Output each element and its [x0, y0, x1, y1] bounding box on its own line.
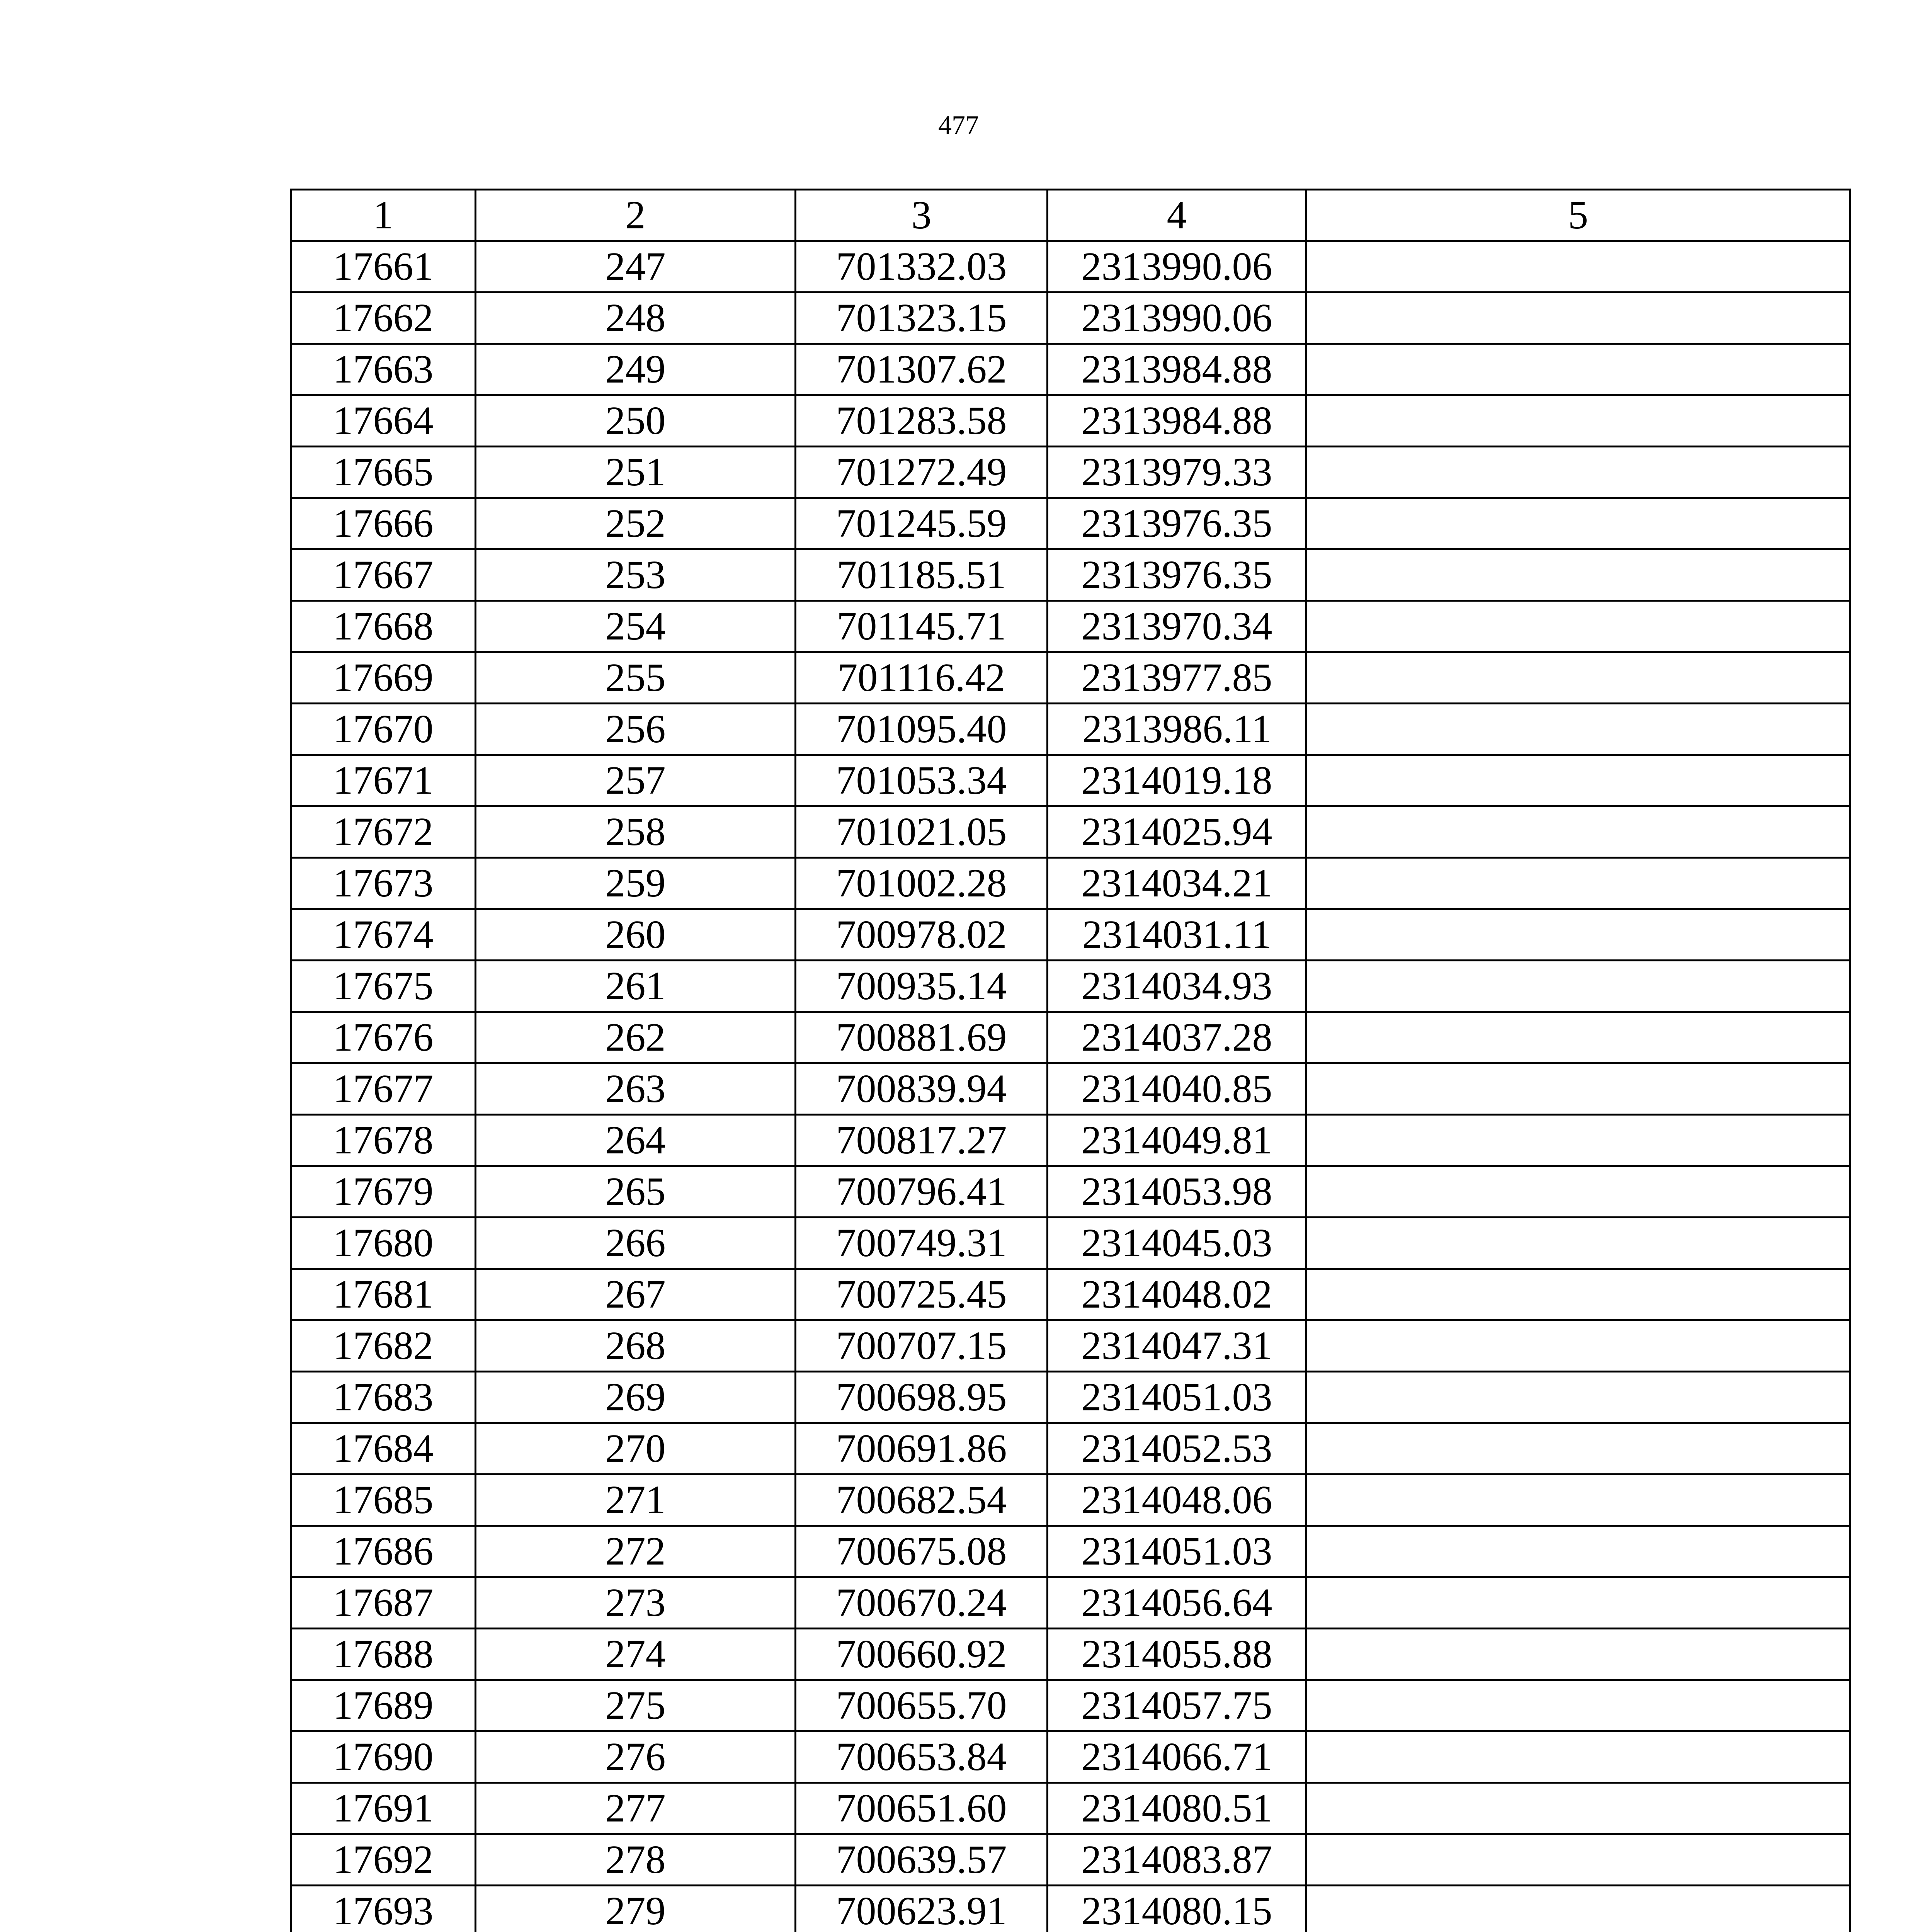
note-cell [1306, 652, 1850, 704]
point-number-cell: 17688 [291, 1629, 476, 1680]
x-coordinate-cell: 700881.69 [796, 1012, 1048, 1063]
point-number-cell: 17663 [291, 344, 476, 395]
vertex-number-cell: 268 [476, 1320, 796, 1372]
x-coordinate-cell: 700725.45 [796, 1269, 1048, 1320]
note-cell [1306, 1218, 1850, 1269]
table-row [291, 1731, 1850, 1783]
vertex-number-cell: 264 [476, 1115, 796, 1166]
note-cell [1306, 704, 1850, 755]
table-row [291, 1166, 1850, 1218]
y-coordinate-cell: 2314040.85 [1048, 1063, 1306, 1115]
x-coordinate-cell: 700707.15 [796, 1320, 1048, 1372]
note-cell [1306, 1320, 1850, 1372]
note-cell [1306, 601, 1850, 652]
y-coordinate-cell: 2313970.34 [1048, 601, 1306, 652]
y-coordinate-cell: 2313976.35 [1048, 498, 1306, 549]
x-coordinate-cell: 701307.62 [796, 344, 1048, 395]
y-coordinate-cell: 2314055.88 [1048, 1629, 1306, 1680]
x-coordinate-cell: 701021.05 [796, 806, 1048, 858]
vertex-number-cell: 274 [476, 1629, 796, 1680]
y-coordinate-cell: 2313986.11 [1048, 704, 1306, 755]
y-coordinate-cell: 2314080.15 [1048, 1886, 1306, 1932]
point-number-cell: 17691 [291, 1783, 476, 1834]
point-number-cell: 17676 [291, 1012, 476, 1063]
note-cell [1306, 1629, 1850, 1680]
y-coordinate-cell: 2314066.71 [1048, 1731, 1306, 1783]
x-coordinate-cell: 700653.84 [796, 1731, 1048, 1783]
x-coordinate-cell: 700698.95 [796, 1372, 1048, 1423]
x-coordinate-cell: 700651.60 [796, 1783, 1048, 1834]
note-cell [1306, 1063, 1850, 1115]
note-cell [1306, 1269, 1850, 1320]
header-row [291, 190, 1850, 241]
point-number-cell: 17668 [291, 601, 476, 652]
vertex-number-cell: 247 [476, 241, 796, 293]
header-cell-3: 3 [796, 190, 1048, 241]
note-cell [1306, 1834, 1850, 1886]
point-number-cell: 17677 [291, 1063, 476, 1115]
note-cell [1306, 1115, 1850, 1166]
table-row [291, 1886, 1850, 1932]
note-cell [1306, 806, 1850, 858]
x-coordinate-cell: 701283.58 [796, 395, 1048, 447]
table-row [291, 1115, 1850, 1166]
point-number-cell: 17675 [291, 961, 476, 1012]
x-coordinate-cell: 700675.08 [796, 1526, 1048, 1577]
x-coordinate-cell: 700655.70 [796, 1680, 1048, 1731]
point-number-cell: 17692 [291, 1834, 476, 1886]
y-coordinate-cell: 2314047.31 [1048, 1320, 1306, 1372]
table-row [291, 806, 1850, 858]
y-coordinate-cell: 2314080.51 [1048, 1783, 1306, 1834]
vertex-number-cell: 260 [476, 909, 796, 961]
y-coordinate-cell: 2313984.88 [1048, 395, 1306, 447]
table-row [291, 1526, 1850, 1577]
point-number-cell: 17679 [291, 1166, 476, 1218]
note-cell [1306, 961, 1850, 1012]
header-cell-2: 2 [476, 190, 796, 241]
table-row [291, 601, 1850, 652]
y-coordinate-cell: 2314031.11 [1048, 909, 1306, 961]
note-cell [1306, 858, 1850, 909]
x-coordinate-cell: 701002.28 [796, 858, 1048, 909]
point-number-cell: 17681 [291, 1269, 476, 1320]
y-coordinate-cell: 2313990.06 [1048, 241, 1306, 293]
y-coordinate-cell: 2314052.53 [1048, 1423, 1306, 1475]
point-number-cell: 17686 [291, 1526, 476, 1577]
vertex-number-cell: 271 [476, 1475, 796, 1526]
header-cell-5: 5 [1306, 190, 1850, 241]
x-coordinate-cell: 700691.86 [796, 1423, 1048, 1475]
point-number-cell: 17693 [291, 1886, 476, 1932]
table-row [291, 241, 1850, 293]
note-cell [1306, 395, 1850, 447]
vertex-number-cell: 252 [476, 498, 796, 549]
vertex-number-cell: 258 [476, 806, 796, 858]
x-coordinate-cell: 701272.49 [796, 447, 1048, 498]
vertex-number-cell: 275 [476, 1680, 796, 1731]
vertex-number-cell: 256 [476, 704, 796, 755]
y-coordinate-cell: 2314034.93 [1048, 961, 1306, 1012]
point-number-cell: 17678 [291, 1115, 476, 1166]
vertex-number-cell: 278 [476, 1834, 796, 1886]
page-number: 477 [938, 111, 979, 140]
table-row [291, 1680, 1850, 1731]
table-row [291, 498, 1850, 549]
x-coordinate-cell: 700682.54 [796, 1475, 1048, 1526]
note-cell [1306, 498, 1850, 549]
note-cell [1306, 1577, 1850, 1629]
x-coordinate-cell: 700670.24 [796, 1577, 1048, 1629]
y-coordinate-cell: 2314083.87 [1048, 1834, 1306, 1886]
table-row [291, 395, 1850, 447]
note-cell [1306, 549, 1850, 601]
x-coordinate-cell: 700623.91 [796, 1886, 1048, 1932]
vertex-number-cell: 262 [476, 1012, 796, 1063]
y-coordinate-cell: 2314053.98 [1048, 1166, 1306, 1218]
vertex-number-cell: 261 [476, 961, 796, 1012]
x-coordinate-cell: 701116.42 [796, 652, 1048, 704]
y-coordinate-cell: 2314034.21 [1048, 858, 1306, 909]
point-number-cell: 17684 [291, 1423, 476, 1475]
vertex-number-cell: 249 [476, 344, 796, 395]
x-coordinate-cell: 701095.40 [796, 704, 1048, 755]
x-coordinate-cell: 701332.03 [796, 241, 1048, 293]
vertex-number-cell: 253 [476, 549, 796, 601]
table-row [291, 549, 1850, 601]
note-cell [1306, 1680, 1850, 1731]
table-row [291, 1423, 1850, 1475]
y-coordinate-cell: 2314037.28 [1048, 1012, 1306, 1063]
vertex-number-cell: 257 [476, 755, 796, 806]
y-coordinate-cell: 2314025.94 [1048, 806, 1306, 858]
table-row [291, 1475, 1850, 1526]
y-coordinate-cell: 2314048.02 [1048, 1269, 1306, 1320]
table-row [291, 858, 1850, 909]
note-cell [1306, 1783, 1850, 1834]
point-number-cell: 17689 [291, 1680, 476, 1731]
x-coordinate-cell: 701323.15 [796, 293, 1048, 344]
table-row [291, 344, 1850, 395]
vertex-number-cell: 254 [476, 601, 796, 652]
x-coordinate-cell: 700935.14 [796, 961, 1048, 1012]
note-cell [1306, 1526, 1850, 1577]
vertex-number-cell: 251 [476, 447, 796, 498]
vertex-number-cell: 255 [476, 652, 796, 704]
note-cell [1306, 909, 1850, 961]
point-number-cell: 17664 [291, 395, 476, 447]
coordinates-table [290, 189, 1851, 1932]
table-row [291, 755, 1850, 806]
vertex-number-cell: 277 [476, 1783, 796, 1834]
point-number-cell: 17672 [291, 806, 476, 858]
table-row [291, 1372, 1850, 1423]
table-row [291, 961, 1850, 1012]
table-header [291, 190, 1850, 241]
point-number-cell: 17670 [291, 704, 476, 755]
vertex-number-cell: 269 [476, 1372, 796, 1423]
y-coordinate-cell: 2314057.75 [1048, 1680, 1306, 1731]
table-row [291, 1577, 1850, 1629]
x-coordinate-cell: 700978.02 [796, 909, 1048, 961]
note-cell [1306, 1475, 1850, 1526]
x-coordinate-cell: 700660.92 [796, 1629, 1048, 1680]
point-number-cell: 17671 [291, 755, 476, 806]
vertex-number-cell: 267 [476, 1269, 796, 1320]
y-coordinate-cell: 2313979.33 [1048, 447, 1306, 498]
point-number-cell: 17683 [291, 1372, 476, 1423]
table-row [291, 1834, 1850, 1886]
point-number-cell: 17685 [291, 1475, 476, 1526]
note-cell [1306, 1012, 1850, 1063]
x-coordinate-cell: 701145.71 [796, 601, 1048, 652]
point-number-cell: 17667 [291, 549, 476, 601]
table-row [291, 909, 1850, 961]
vertex-number-cell: 276 [476, 1731, 796, 1783]
header-cell-4: 4 [1048, 190, 1306, 241]
table-row [291, 1320, 1850, 1372]
point-number-cell: 17662 [291, 293, 476, 344]
note-cell [1306, 1731, 1850, 1783]
note-cell [1306, 1886, 1850, 1932]
note-cell [1306, 241, 1850, 293]
y-coordinate-cell: 2314048.06 [1048, 1475, 1306, 1526]
table-row [291, 1218, 1850, 1269]
table-row [291, 1012, 1850, 1063]
x-coordinate-cell: 700839.94 [796, 1063, 1048, 1115]
point-number-cell: 17690 [291, 1731, 476, 1783]
x-coordinate-cell: 700639.57 [796, 1834, 1048, 1886]
point-number-cell: 17661 [291, 241, 476, 293]
note-cell [1306, 1372, 1850, 1423]
point-number-cell: 17687 [291, 1577, 476, 1629]
vertex-number-cell: 248 [476, 293, 796, 344]
point-number-cell: 17674 [291, 909, 476, 961]
note-cell [1306, 1166, 1850, 1218]
y-coordinate-cell: 2314056.64 [1048, 1577, 1306, 1629]
point-number-cell: 17669 [291, 652, 476, 704]
y-coordinate-cell: 2314019.18 [1048, 755, 1306, 806]
vertex-number-cell: 265 [476, 1166, 796, 1218]
y-coordinate-cell: 2313976.35 [1048, 549, 1306, 601]
table-row [291, 652, 1850, 704]
note-cell [1306, 344, 1850, 395]
note-cell [1306, 755, 1850, 806]
vertex-number-cell: 259 [476, 858, 796, 909]
y-coordinate-cell: 2313990.06 [1048, 293, 1306, 344]
y-coordinate-cell: 2313977.85 [1048, 652, 1306, 704]
note-cell [1306, 293, 1850, 344]
table-row [291, 1783, 1850, 1834]
vertex-number-cell: 279 [476, 1886, 796, 1932]
vertex-number-cell: 266 [476, 1218, 796, 1269]
y-coordinate-cell: 2313984.88 [1048, 344, 1306, 395]
x-coordinate-cell: 701053.34 [796, 755, 1048, 806]
table-row [291, 293, 1850, 344]
y-coordinate-cell: 2314051.03 [1048, 1526, 1306, 1577]
note-cell [1306, 1423, 1850, 1475]
y-coordinate-cell: 2314045.03 [1048, 1218, 1306, 1269]
vertex-number-cell: 272 [476, 1526, 796, 1577]
x-coordinate-cell: 700796.41 [796, 1166, 1048, 1218]
vertex-number-cell: 270 [476, 1423, 796, 1475]
point-number-cell: 17673 [291, 858, 476, 909]
x-coordinate-cell: 701245.59 [796, 498, 1048, 549]
header-cell-1: 1 [291, 190, 476, 241]
vertex-number-cell: 273 [476, 1577, 796, 1629]
table-row [291, 447, 1850, 498]
point-number-cell: 17665 [291, 447, 476, 498]
table-row [291, 1269, 1850, 1320]
x-coordinate-cell: 700749.31 [796, 1218, 1048, 1269]
vertex-number-cell: 250 [476, 395, 796, 447]
y-coordinate-cell: 2314049.81 [1048, 1115, 1306, 1166]
point-number-cell: 17682 [291, 1320, 476, 1372]
table-body [291, 241, 1850, 1932]
x-coordinate-cell: 700817.27 [796, 1115, 1048, 1166]
point-number-cell: 17680 [291, 1218, 476, 1269]
y-coordinate-cell: 2314051.03 [1048, 1372, 1306, 1423]
table-row [291, 1629, 1850, 1680]
note-cell [1306, 447, 1850, 498]
x-coordinate-cell: 701185.51 [796, 549, 1048, 601]
table-row [291, 704, 1850, 755]
point-number-cell: 17666 [291, 498, 476, 549]
table-row [291, 1063, 1850, 1115]
vertex-number-cell: 263 [476, 1063, 796, 1115]
